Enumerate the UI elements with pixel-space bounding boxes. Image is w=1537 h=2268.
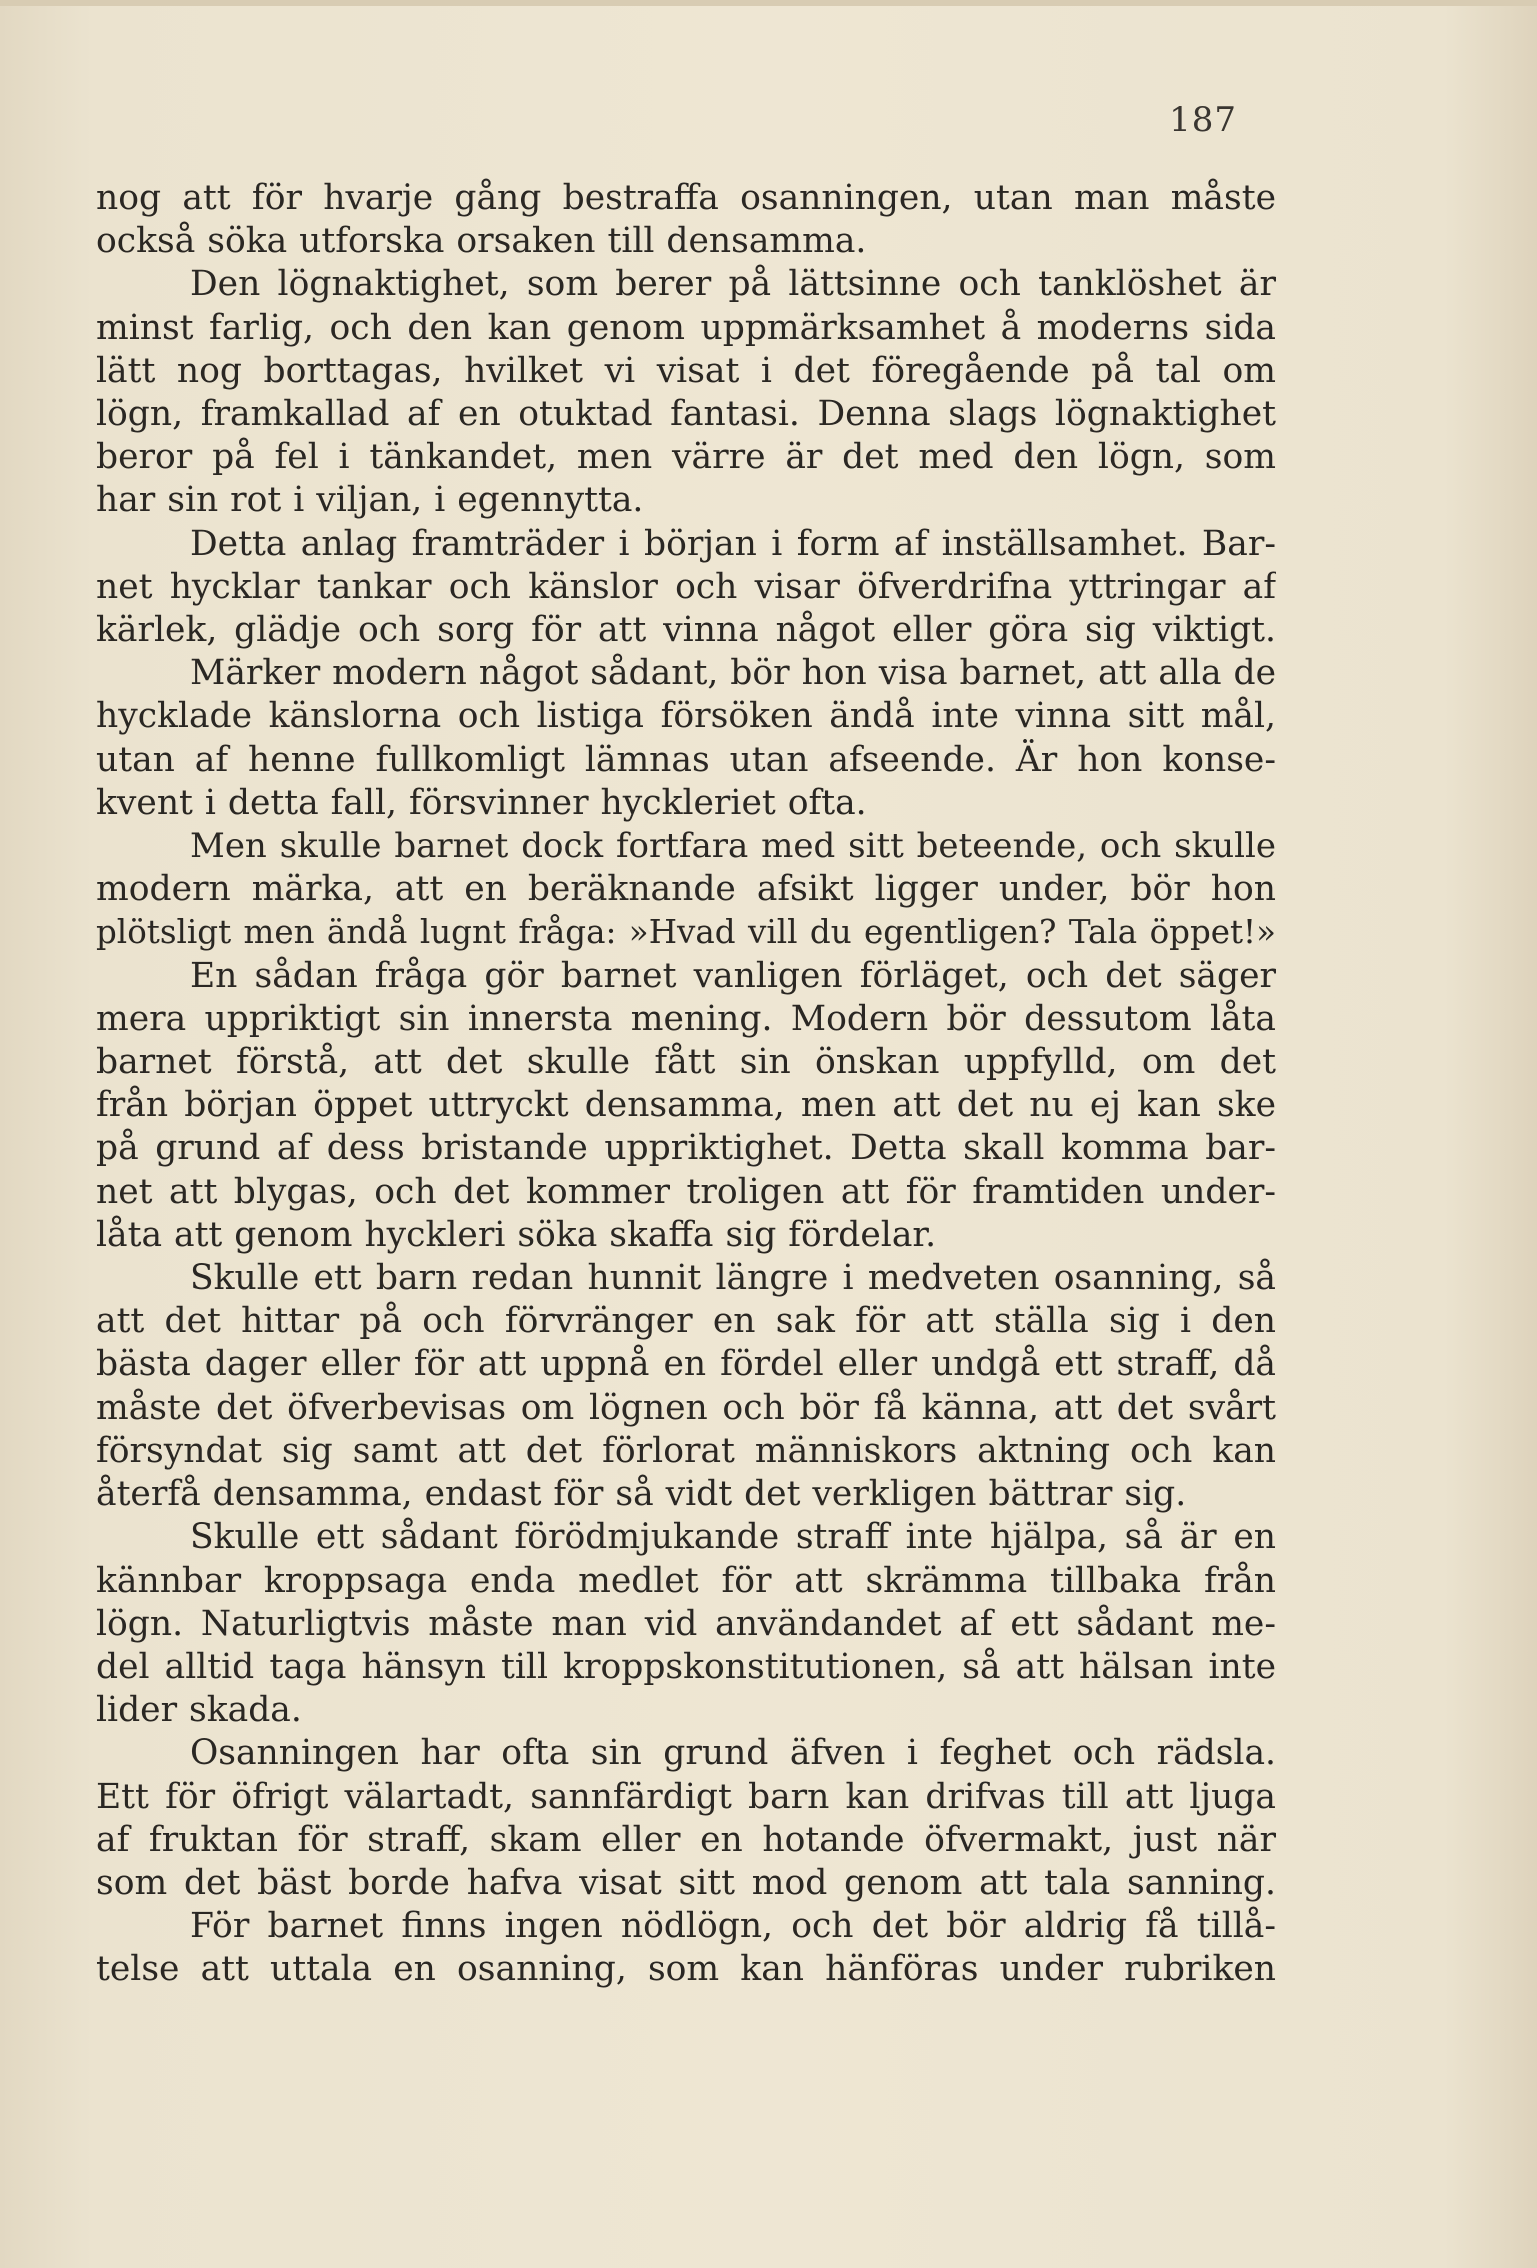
text-line: net hycklar tankar och känslor och visar öfverdrifna yttringar af — [96, 566, 1276, 607]
text-line: har sin rot i viljan, i egennytta. — [96, 480, 644, 521]
text-line: också söka utforska orsaken till densamma. — [96, 221, 867, 262]
text-line: barnet förstå, att det skulle fått sin önskan uppfylld, om det — [96, 1042, 1276, 1083]
text-line: beror på fel i tänkandet, men värre är det med den lögn, som — [96, 437, 1276, 478]
text-line: lögn, framkallad af en otuktad fantasi. Denna slags lögnaktighet — [96, 394, 1276, 435]
text-line: del alltid taga hänsyn till kroppskonstitutionen, så att hälsan inte — [96, 1646, 1276, 1687]
text-line: minst farlig, och den kan genom uppmärksamhet å moderns sida — [96, 307, 1276, 348]
text-line: återfå densamma, endast för så vidt det verkligen bättrar sig. — [96, 1474, 1187, 1515]
text-line: måste det öfverbevisas om lögnen och bör få känna, att det svårt — [96, 1387, 1276, 1428]
text-line: att det hittar på och förvränger en sak för att ställa sig i den — [96, 1301, 1276, 1342]
text-line: nog att för hvarje gång bestraffa osanningen, utan man måste — [96, 178, 1276, 218]
text-line: Ett för öfrigt välartadt, sannfärdigt barn kan drifvas till att ljuga — [96, 1776, 1276, 1817]
text-line: Osanningen har ofta sin grund äfven i feghet och rädsla. — [190, 1733, 1276, 1774]
text-line: från början öppet uttryckt densamma, men att det nu ej kan ske — [96, 1085, 1276, 1126]
text-line: mera uppriktigt sin innersta mening. Modern bör dessutom låta — [96, 998, 1276, 1039]
text-line: För barnet finns ingen nödlögn, och det bör aldrig få tillå- — [190, 1906, 1276, 1947]
page-number: 187 — [1169, 100, 1237, 140]
text-line: på grund af dess bristande uppriktighet. Detta skall komma bar- — [96, 1128, 1276, 1169]
text-line: Detta anlag framträder i början i form af inställsamhet. Bar- — [190, 523, 1276, 564]
text-line: Märker modern något sådant, bör hon visa barnet, att alla de — [190, 653, 1276, 694]
text-line: hycklade känslorna och listiga försöken ändå inte vinna sitt mål, — [96, 696, 1276, 737]
text-line: Men skulle barnet dock fortfara med sitt beteende, och skulle — [190, 826, 1276, 867]
text-line: af fruktan för straff, skam eller en hotande öfvermakt, just när — [96, 1819, 1276, 1860]
text-line: kännbar kroppsaga enda medlet för att skrämma tillbaka från — [96, 1560, 1276, 1601]
text-line: modern märka, att en beräknande afsikt ligger under, bör hon — [96, 869, 1276, 910]
text-line: En sådan fråga gör barnet vanligen förläget, och det säger — [190, 955, 1276, 996]
body-text — [96, 177, 1276, 1992]
text-line: lider skada. — [96, 1690, 302, 1731]
text-line: utan af henne fullkomligt lämnas utan afseende. Är hon konse- — [96, 739, 1276, 780]
text-line: lögn. Naturligtvis måste man vid användandet af ett sådant me- — [96, 1603, 1276, 1644]
text-line: lätt nog borttagas, hvilket vi visat i det föregående på tal om — [96, 350, 1276, 391]
text-line: telse att uttala en osanning, som kan hänföras under rubriken — [96, 1949, 1276, 1990]
text-line: Den lögnaktighet, som berer på lättsinne och tanklöshet är — [190, 264, 1276, 305]
text-line: Skulle ett sådant förödmjukande straff inte hjälpa, så är en — [190, 1517, 1276, 1558]
text-line: net att blygas, och det kommer troligen att för framtiden under- — [96, 1171, 1276, 1212]
text-line: kärlek, glädje och sorg för att vinna något eller göra sig viktigt. — [96, 610, 1276, 651]
text-line: låta att genom hyckleri söka skaffa sig fördelar. — [96, 1214, 937, 1255]
text-line: som det bäst borde hafva visat sitt mod genom att tala sanning. — [96, 1862, 1276, 1903]
text-line: försyndat sig samt att det förlorat människors aktning och kan — [96, 1430, 1276, 1471]
text-line: plötsligt men ändå lugnt fråga: »Hvad vill du egentligen? Tala öppet!» — [96, 913, 1276, 952]
text-line: Skulle ett barn redan hunnit längre i medveten osanning, så — [190, 1258, 1276, 1299]
page-top-edge — [0, 0, 1537, 6]
text-line: kvent i detta fall, försvinner hyckleriet ofta. — [96, 782, 867, 823]
text-line: bästa dager eller för att uppnå en fördel eller undgå ett straff, då — [96, 1344, 1276, 1385]
